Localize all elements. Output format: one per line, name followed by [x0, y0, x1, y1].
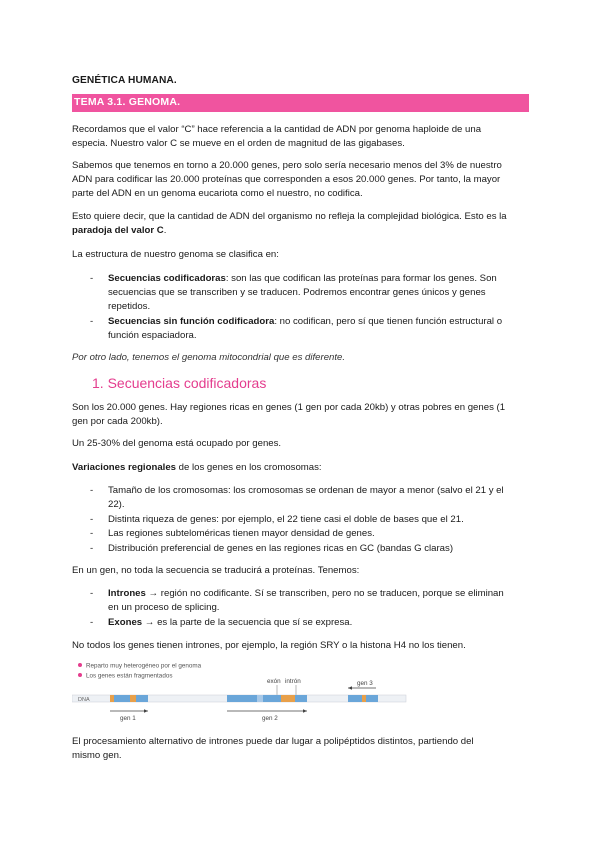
paragraph-line: Recordamos que el valor “C” hace referencia a la cantidad de ADN por genoma haploide de una	[72, 124, 482, 135]
text-run: región no codificante. Sí se transcriben, pero no se traducen, porque se eliminan	[160, 588, 504, 599]
text-run: : son las que codifican las proteínas para formar los genes. Son	[225, 273, 497, 284]
gen3-label: gen 3	[357, 680, 373, 687]
arrow-icon: →	[142, 617, 158, 628]
bullet-line	[108, 587, 528, 601]
paragraph-line: El procesamiento alternativo de intrones puede dar lugar a polipéptidos distintos, partiendo del	[72, 736, 474, 747]
tema-heading-bar	[72, 94, 529, 112]
bullet-dash: -	[90, 273, 94, 284]
intron-label: intrón	[285, 678, 301, 685]
legend-bullet-icon	[78, 673, 82, 677]
bold-term: Secuencias codificadoras	[108, 273, 226, 284]
bullet-dash: -	[90, 617, 94, 628]
legend-bullet-icon	[78, 663, 82, 667]
arrow-icon: →	[145, 588, 161, 599]
text-run: es la parte de la secuencia que sí se expresa.	[157, 617, 353, 628]
text-run: de los genes en los cromosomas:	[176, 462, 322, 473]
paragraph-line: mismo gen.	[72, 750, 122, 761]
gene-structure-figure	[72, 658, 412, 728]
bullet-line: Distinta riqueza de genes: por ejemplo, el 22 tiene casi el doble de bases que el 21.	[108, 514, 464, 525]
document-title: GENÉTICA HUMANA.	[72, 75, 177, 86]
intron-block	[362, 695, 366, 702]
paragraph-line: ADN para codificar las 20.000 proteínas que corresponden a esos 20.000 genes. Por tanto, la mayor	[72, 174, 501, 185]
exon-block	[295, 695, 307, 702]
gen2-label: gen 2	[262, 715, 278, 722]
bold-term: Variaciones regionales	[72, 462, 176, 473]
bullet-dash: -	[90, 543, 94, 554]
paragraph-line	[72, 224, 529, 238]
bullet-line	[108, 315, 528, 329]
bold-term: Secuencias sin función codificadora	[108, 316, 275, 327]
tema-heading: TEMA 3.1. GENOMA.	[74, 96, 181, 108]
paragraph-line: No todos los genes tienen intrones, por ejemplo, la región SRY o la histona H4 no los tienen.	[72, 640, 466, 651]
paragraph-line: En un gen, no toda la secuencia se traducirá a proteínas. Tenemos:	[72, 565, 360, 576]
bullet-line: Las regiones subteloméricas tienen mayor densidad de genes.	[108, 528, 375, 539]
bold-term: paradoja del valor C	[72, 225, 164, 236]
italic-note: Por otro lado, tenemos el genoma mitocondrial que es diferente.	[72, 352, 346, 363]
paragraph-line: Un 25-30% del genoma está ocupado por genes.	[72, 438, 282, 449]
exon-block	[257, 695, 263, 702]
text-run: : no codifican, pero sí que tienen función estructural o	[274, 316, 503, 327]
exon-block	[227, 695, 257, 702]
paragraph-line: parte del ADN en un genoma eucariota como el nuestro, no codifica.	[72, 188, 363, 199]
bold-term: Exones	[108, 617, 143, 628]
bullet-line: 22).	[108, 499, 125, 510]
paragraph-line: La estructura de nuestro genoma se clasifica en:	[72, 249, 279, 260]
exon-block	[114, 695, 130, 702]
bullet-line: Distribución preferencial de genes en las regiones ricas en GC (bandas G claras)	[108, 543, 454, 554]
paragraph-line: gen por cada 200kb).	[72, 416, 163, 427]
paragraph-line: Sabemos que tenemos en torno a 20.000 genes, pero solo sería necesario menos del 3% de nuestro	[72, 160, 502, 171]
bullet-dash: -	[90, 485, 94, 496]
legend-text: Los genes están fragmentados	[86, 672, 173, 680]
intron-block	[110, 695, 114, 702]
bullet-line: función espaciadora.	[108, 330, 197, 341]
bullet-dash: -	[90, 514, 94, 525]
exon-block	[136, 695, 148, 702]
dna-label: DNA	[78, 697, 90, 703]
bullet-dash: -	[90, 316, 94, 327]
exon-label: exón	[267, 678, 281, 685]
exon-block	[366, 695, 378, 702]
bullet-dash: -	[90, 528, 94, 539]
bullet-line	[108, 616, 528, 630]
bold-term: Intrones	[108, 588, 146, 599]
paragraph-line	[72, 461, 529, 475]
section-heading: 1. Secuencias codificadoras	[92, 375, 267, 391]
exon-block	[348, 695, 362, 702]
bullet-line: repetidos.	[108, 301, 151, 312]
bullet-line: Tamaño de los cromosomas: los cromosomas se ordenan de mayor a menor (salvo el 21 y el	[108, 485, 504, 496]
bullet-line: secuencias que se transcriben y se traducen. Podremos encontrar genes únicos y genes	[108, 287, 486, 298]
intron-block	[130, 695, 136, 702]
exon-block	[263, 695, 281, 702]
paragraph-line: Son los 20.000 genes. Hay regiones ricas en genes (1 gen por cada 20kb) y otras pobres en genes (1	[72, 402, 506, 413]
text-run: .	[163, 225, 167, 236]
bullet-dash: -	[90, 588, 94, 599]
bullet-line: en un proceso de splicing.	[108, 602, 220, 613]
paragraph-line: especia. Nuestro valor C se mueve en el orden de magnitud de las gigabases.	[72, 138, 405, 149]
bullet-line	[108, 272, 528, 286]
legend-text: Reparto muy heterogéneo por el genoma	[86, 662, 202, 670]
intron-block	[281, 695, 295, 702]
paragraph-line: Esto quiere decir, que la cantidad de ADN del organismo no refleja la complejidad biológica. Esto es la	[72, 211, 507, 222]
gen1-label: gen 1	[120, 715, 136, 722]
